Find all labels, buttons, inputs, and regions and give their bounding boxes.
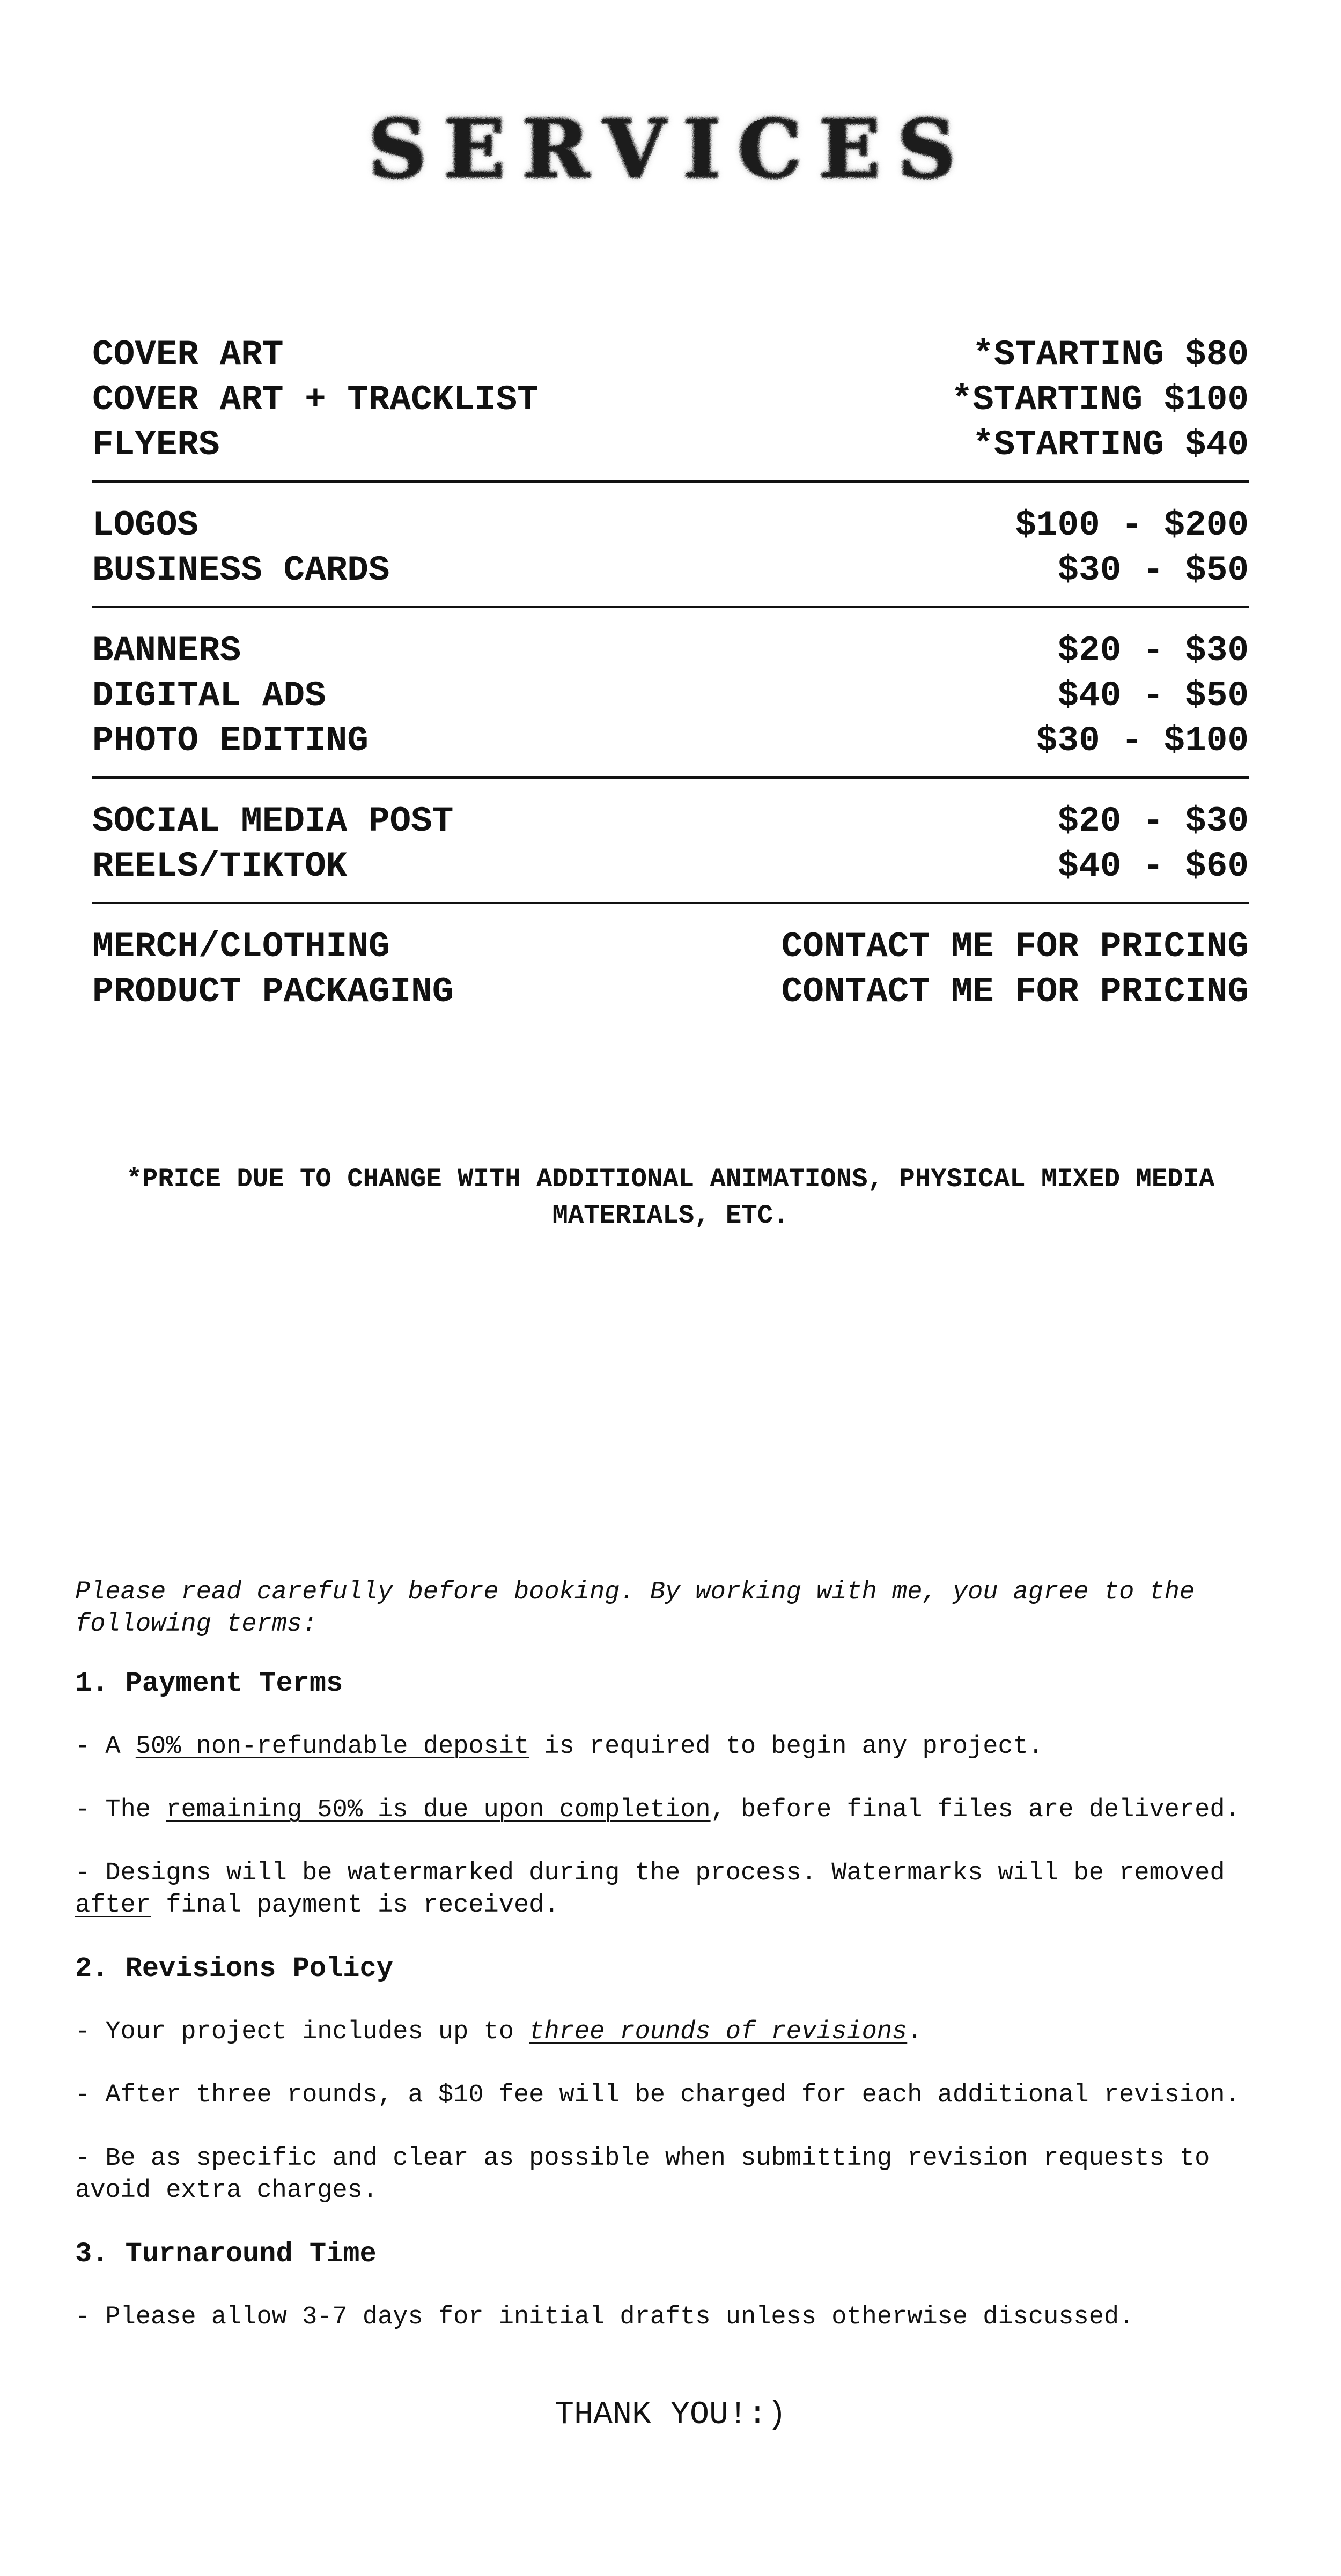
service-price: CONTACT ME FOR PRICING	[781, 972, 1249, 1012]
price-list	[92, 332, 1249, 1027]
service-name: COVER ART + TRACKLIST	[92, 380, 539, 420]
service-name: PRODUCT PACKAGING	[92, 972, 454, 1012]
term-text: , before final files are delivered.	[710, 1796, 1240, 1824]
term-emphasis: 50% non-refundable deposit	[135, 1733, 529, 1761]
service-name: REELS/TIKTOK	[92, 846, 348, 886]
term-text: - A	[75, 1733, 136, 1761]
service-name: SOCIAL MEDIA POST	[92, 801, 454, 841]
service-price: $20 - $30	[1057, 631, 1249, 671]
service-price: $40 - $50	[1057, 676, 1249, 716]
term-text: - Your project includes up to	[75, 2018, 529, 2046]
service-price: *STARTING $40	[972, 425, 1249, 465]
price-row	[92, 503, 1249, 548]
service-price: $30 - $50	[1057, 550, 1249, 590]
revisions-fee-term: - After three rounds, a $10 fee will be charged for each additional revision.	[75, 2081, 1240, 2109]
service-name: BUSINESS CARDS	[92, 550, 390, 590]
service-price: $30 - $100	[1036, 721, 1249, 761]
term-text: .	[907, 2018, 923, 2046]
service-name: DIGITAL ADS	[92, 676, 326, 716]
term-emphasis: after	[75, 1891, 151, 1920]
service-name: PHOTO EDITING	[92, 721, 369, 761]
price-row	[92, 332, 1249, 377]
price-row	[92, 628, 1249, 673]
page-title: SERVICES	[368, 102, 973, 196]
price-group-2	[92, 503, 1249, 608]
terms-section	[75, 1576, 1277, 2365]
service-price: $100 - $200	[1015, 505, 1249, 545]
price-group-5	[92, 924, 1249, 1027]
service-name: COVER ART	[92, 335, 284, 375]
term-text: - Designs will be watermarked during the process. Watermarks will be removed	[75, 1859, 1225, 1887]
terms-intro: Please read carefully before booking. By working with me, you agree to the following terms:	[75, 1578, 1195, 1639]
price-row	[92, 969, 1249, 1015]
price-group-1	[92, 332, 1249, 483]
service-name: LOGOS	[92, 505, 199, 545]
price-row	[92, 719, 1249, 764]
price-row	[92, 548, 1249, 593]
revisions-rounds-term	[75, 2016, 1277, 2048]
service-price: $20 - $30	[1057, 801, 1249, 841]
term-text: - The	[75, 1796, 166, 1824]
service-name: BANNERS	[92, 631, 241, 671]
term-emphasis: remaining 50% is due upon completion	[166, 1796, 711, 1824]
price-row	[92, 423, 1249, 468]
payment-watermark-term	[75, 1857, 1277, 1922]
price-row	[92, 799, 1249, 844]
term-text: final payment is received.	[151, 1891, 559, 1920]
service-price: $40 - $60	[1057, 846, 1249, 886]
payment-terms-heading: 1. Payment Terms	[75, 1668, 343, 1699]
service-price: *STARTING $100	[951, 380, 1249, 420]
price-change-note: *PRICE DUE TO CHANGE WITH ADDITIONAL ANIMATIONS, PHYSICAL MIXED MEDIA MATERIALS, ETC.	[126, 1164, 1215, 1231]
thank-you-text: THANK YOU!:)	[554, 2397, 787, 2433]
turnaround-time-heading: 3. Turnaround Time	[75, 2238, 377, 2270]
term-emphasis: three rounds of revisions	[529, 2018, 908, 2046]
revisions-specific-term: - Be as specific and clear as possible when submitting revision requests to avoid extra charges.	[75, 2144, 1210, 2205]
service-price: CONTACT ME FOR PRICING	[781, 927, 1249, 967]
payment-deposit-term	[75, 1731, 1277, 1763]
price-row	[92, 844, 1249, 889]
revisions-policy-heading: 2. Revisions Policy	[75, 1953, 393, 1985]
turnaround-term: - Please allow 3-7 days for initial drafts unless otherwise discussed.	[75, 2303, 1134, 2331]
price-row	[92, 673, 1249, 719]
service-name: MERCH/CLOTHING	[92, 927, 390, 967]
term-text: is required to begin any project.	[529, 1733, 1044, 1761]
service-name: FLYERS	[92, 425, 220, 465]
price-group-4	[92, 799, 1249, 904]
payment-remaining-term	[75, 1794, 1277, 1826]
price-row	[92, 924, 1249, 969]
title-container	[0, 102, 1341, 196]
price-row	[92, 377, 1249, 423]
service-price: *STARTING $80	[972, 335, 1249, 375]
price-group-3	[92, 628, 1249, 779]
